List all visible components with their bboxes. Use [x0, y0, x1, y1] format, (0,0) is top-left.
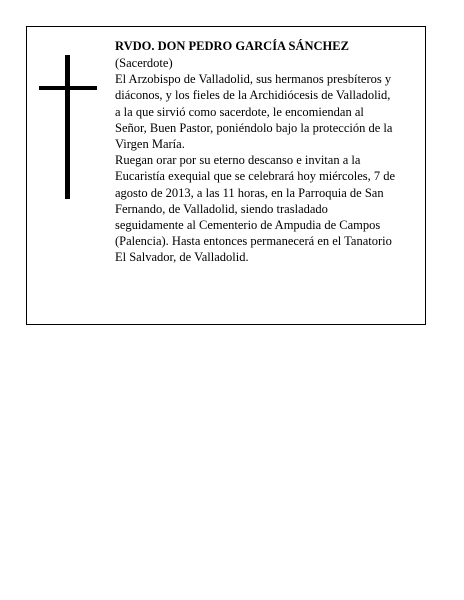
- notice-line: Eucaristía exequial que se celebrará hoy miércoles, 7 de: [115, 169, 396, 184]
- notice-line: Ruegan orar por su eterno descanso e invitan a la: [115, 153, 361, 168]
- notice-line: El Salvador, de Valladolid.: [115, 250, 249, 265]
- notice-line: (Palencia). Hasta entonces permanecerá en el Tanatorio: [115, 234, 392, 249]
- notice-line: a la que sirvió como sacerdote, le encomiendan al: [115, 104, 364, 119]
- notice-line: diáconos, y los fieles de la Archidiócesis de Valladolid,: [115, 88, 391, 103]
- notice-line: Virgen María.: [115, 137, 185, 152]
- deceased-name: RVDO. DON PEDRO GARCÍA SÁNCHEZ: [115, 39, 349, 53]
- notice-text: [115, 38, 421, 266]
- notice-line: Fernando, de Valladolid, siendo trasladado: [115, 201, 328, 216]
- notice-line: agosto de 2013, a las 11 horas, en la Parroquia de San: [115, 185, 384, 200]
- notice-line: seguidamente al Cementerio de Ampudia de Campos: [115, 218, 381, 233]
- obituary-notice: [26, 26, 426, 325]
- cross-horizontal-bar: [39, 86, 97, 90]
- notice-line: (Sacerdote): [115, 56, 173, 70]
- notice-line: El Arzobispo de Valladolid, sus hermanos presbíteros y: [115, 72, 392, 87]
- cross-vertical-bar: [65, 55, 70, 199]
- cross-icon: [39, 55, 97, 199]
- notice-line: Señor, Buen Pastor, poniéndolo bajo la protección de la: [115, 120, 393, 135]
